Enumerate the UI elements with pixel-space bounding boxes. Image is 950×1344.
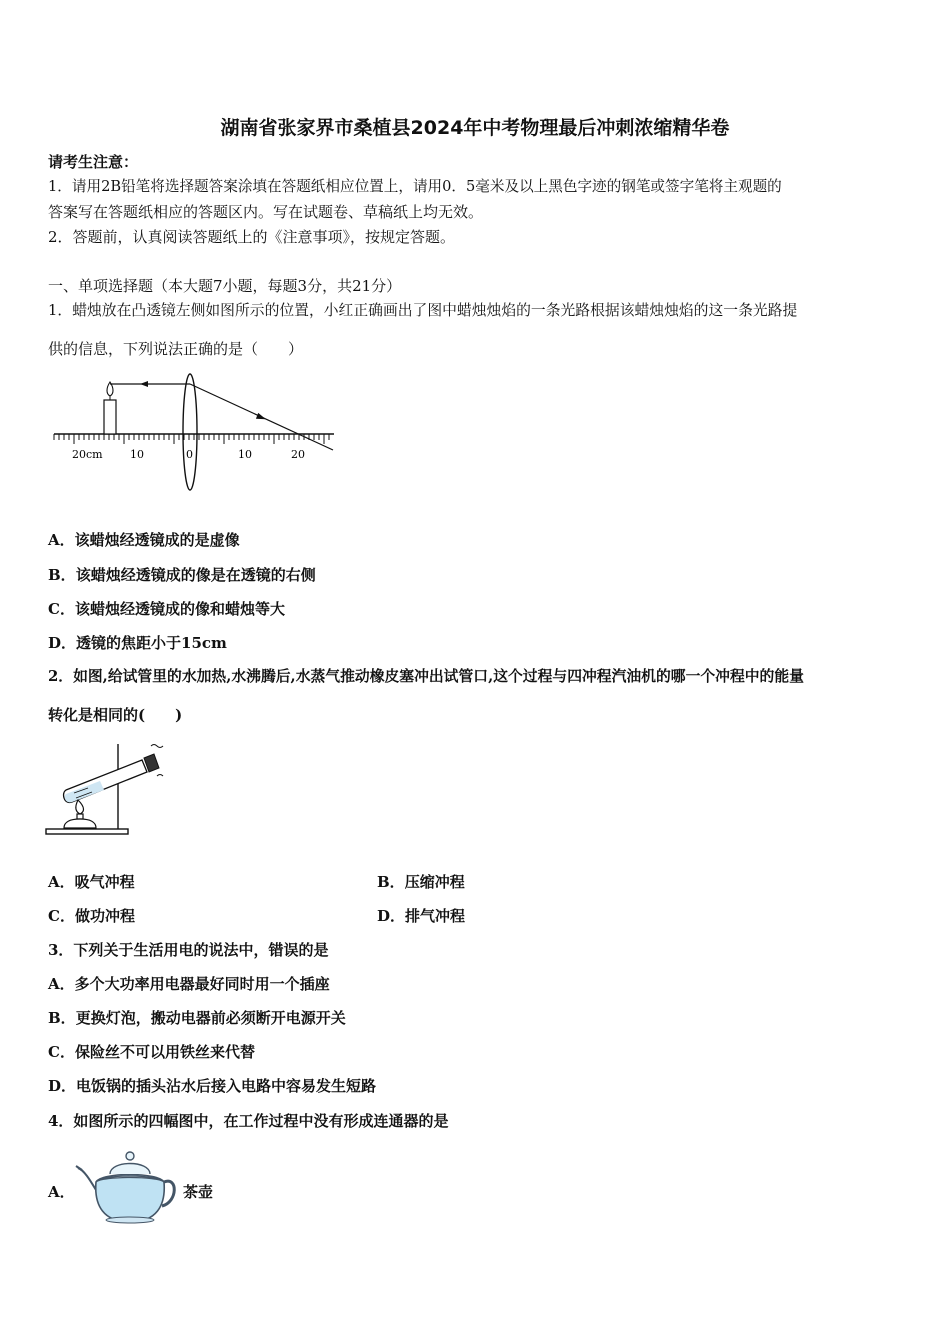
q1-option-b [48, 566, 316, 584]
q2-option-d [377, 907, 465, 925]
notice-line-1b: 答案写在答题纸相应的答题区内。写在试题卷、草稿纸上均无效。 [48, 203, 484, 221]
option-letter: A． [48, 873, 75, 891]
q1-option-d [48, 634, 227, 652]
option-letter: B． [48, 1009, 76, 1027]
option-text: 该蜡烛经透镜成的像和蜡烛等大 [74, 600, 285, 618]
option-letter: D． [48, 634, 77, 652]
q1-stem-line-1: 1．蜡烛放在凸透镜左侧如图所示的位置，小红正确画出了图中蜡烛烛焰的一条光路根据该蜡烛烛焰的这一条光路提 [48, 302, 798, 319]
option-text: 更换灯泡，搬动电器前必须断开电源开关 [75, 1009, 346, 1027]
notice-heading: 请考生注意： [48, 153, 139, 171]
ruler-label-20cm: 20cm [72, 448, 103, 461]
option-text: 做功冲程 [74, 907, 135, 925]
q3-option-a [48, 975, 330, 993]
q1-option-a [48, 531, 240, 549]
option-text: 排气冲程 [405, 907, 466, 925]
notice-line-2: 2．答题前，认真阅读答题纸上的《注意事项》，按规定答题。 [48, 228, 456, 246]
option-letter: A． [48, 975, 75, 993]
q2-test-tube-diagram [44, 738, 162, 838]
teapot-icon [74, 1146, 180, 1226]
option-text: 保险丝不可以用铁丝来代替 [74, 1043, 255, 1061]
ruler-label-0: 0 [186, 448, 193, 461]
section-heading: 一、单项选择题（本大题7小题，每题3分，共21分） [48, 277, 402, 295]
q4-option-a-letter: A． [48, 1183, 75, 1201]
option-letter: C． [48, 600, 75, 618]
option-letter: D． [377, 907, 406, 925]
notice-line-1a: 1．请用2B铅笔将选择题答案涂填在答题纸相应位置上，请用0．5毫米及以上黑色字迹的钢笔或签字笔将主观题的 [48, 178, 782, 195]
q4-stem: 4．如图所示的四幅图中，在工作过程中没有形成连通器的是 [48, 1112, 449, 1130]
page-title: 湖南省张家界市桑植县2024年中考物理最后冲刺浓缩精华卷 [220, 117, 730, 139]
convex-lens-icon [183, 374, 197, 490]
q3-option-b [48, 1009, 346, 1027]
q2-option-c [48, 907, 135, 925]
option-letter: C． [48, 1043, 75, 1061]
option-letter: B． [377, 873, 405, 891]
ruler-label-10-left: 10 [130, 448, 144, 461]
q2-stem-line-1: 2．如图,给试管里的水加热,水沸腾后,水蒸气推动橡皮塞冲出试管口,这个过程与四冲程汽油机的哪一个冲程中的能量 [48, 668, 804, 685]
q1-stem-line-2: 供的信息，下列说法正确的是（ ） [48, 340, 304, 358]
alcohol-lamp-icon [64, 800, 96, 828]
option-text: 吸气冲程 [74, 873, 135, 891]
light-ray [110, 381, 333, 450]
q1-option-c [48, 600, 285, 618]
option-letter: B． [48, 566, 76, 584]
option-letter: A． [48, 531, 75, 549]
q2-option-a [48, 873, 135, 891]
q3-option-c [48, 1043, 255, 1061]
ruler-label-20: 20 [291, 448, 305, 461]
test-tube-icon [64, 760, 147, 802]
option-letter: C． [48, 907, 75, 925]
option-text: 透镜的焦距小于15cm [76, 634, 227, 652]
option-letter: D． [48, 1077, 77, 1095]
q4-option-a-caption: 茶壶 [183, 1183, 214, 1201]
candle-icon [104, 382, 116, 434]
q2-option-b [377, 873, 465, 891]
ruler-label-10-right: 10 [238, 448, 252, 461]
optical-bench-ruler [54, 434, 334, 444]
option-text: 该蜡烛经透镜成的像是在透镜的右侧 [75, 566, 316, 584]
option-text: 多个大功率用电器最好同时用一个插座 [74, 975, 330, 993]
q1-lens-diagram [48, 372, 340, 496]
option-text: 该蜡烛经透镜成的是虚像 [74, 531, 240, 549]
option-text: 压缩冲程 [404, 873, 465, 891]
option-text: 电饭锅的插头沾水后接入电路中容易发生短路 [76, 1077, 377, 1095]
q3-stem: 3．下列关于生活用电的说法中，错误的是 [48, 941, 329, 959]
q3-option-d [48, 1077, 376, 1095]
q2-stem-line-2: 转化是相同的( ) [48, 706, 183, 724]
